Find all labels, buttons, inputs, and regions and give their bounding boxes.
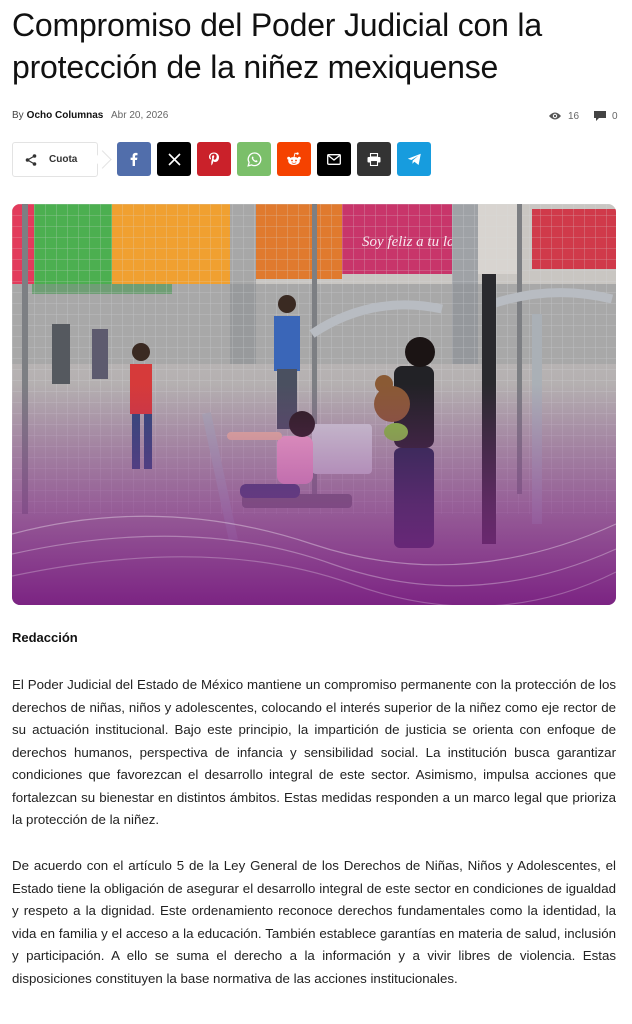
- share-reddit-button[interactable]: [277, 142, 311, 176]
- x-icon: [168, 153, 181, 166]
- share-button[interactable]: [12, 142, 98, 177]
- byline-meta: [12, 110, 103, 121]
- views-count: [548, 108, 579, 124]
- article-title: Compromiso del Poder Judicial con la protección de la niñez mexiquense: [12, 7, 542, 85]
- playground-photo: [12, 204, 616, 605]
- share-pinterest-button[interactable]: [197, 142, 231, 176]
- facebook-icon: [127, 152, 141, 166]
- comment-icon: [594, 111, 606, 122]
- author-link[interactable]: Ocho Columnas: [26, 110, 104, 121]
- article-byline: Redacción: [12, 630, 78, 645]
- views-value: 16: [568, 110, 580, 122]
- envelope-icon: [327, 154, 341, 165]
- by-prefix: By: [12, 110, 24, 121]
- hero-image: [12, 204, 616, 605]
- comments-count[interactable]: [594, 108, 618, 124]
- paragraph-2: De acuerdo con el artículo 5 de la Ley General de los Derechos de Niñas, Niños y Adolescentes, el Estado tiene la obligación de asegurar el desarrollo integral de este sector en condiciones de igualdad y respeto a la dignidad. Este ordenamiento reconoce derechos fundamentales como la identidad, la vida en familia y el acceso a la educación. También establece garantías en materia de salud, inclusión y participación. A ello se suma el derecho a la información y a vivir libres de violencia. Estas disposiciones constituyen la base normativa de las acciones institucionales.: [12, 858, 616, 986]
- pinterest-icon: [208, 152, 220, 166]
- whatsapp-icon: [247, 152, 262, 167]
- printer-icon: [367, 153, 381, 166]
- article-meta: [12, 108, 618, 124]
- publish-date: Abr 20, 2026: [111, 110, 169, 121]
- share-x-button[interactable]: [157, 142, 191, 176]
- share-whatsapp-button[interactable]: [237, 142, 271, 176]
- share-icon: [25, 154, 37, 166]
- comments-value: 0: [612, 110, 618, 122]
- eye-icon: [548, 111, 562, 121]
- telegram-icon: [407, 153, 422, 166]
- share-facebook-button[interactable]: [117, 142, 151, 176]
- paragraph-1: El Poder Judicial del Estado de México mantiene un compromiso permanente con la protección de los derechos de niñas, niños y adolescentes, colocando el interés superior de la niñez como eje rector de su actuación institucional. Bajo este principio, la impartición de justicia se orienta con enfoque de derechos humanos, perspectiva de infancia y sensibilidad social. La institución busca garantizar condiciones que favorezcan el desarrollo integral de este sector. Asimismo, impulsa acciones que fortalezcan su bienestar en distintos ámbitos. Estas medidas responden a un marco legal que prioriza la protección de la niñez.: [12, 677, 616, 827]
- reddit-icon: [286, 152, 302, 166]
- share-telegram-button[interactable]: [397, 142, 431, 176]
- share-label: Cuota: [49, 154, 78, 165]
- share-print-button[interactable]: [357, 142, 391, 176]
- share-email-button[interactable]: [317, 142, 351, 176]
